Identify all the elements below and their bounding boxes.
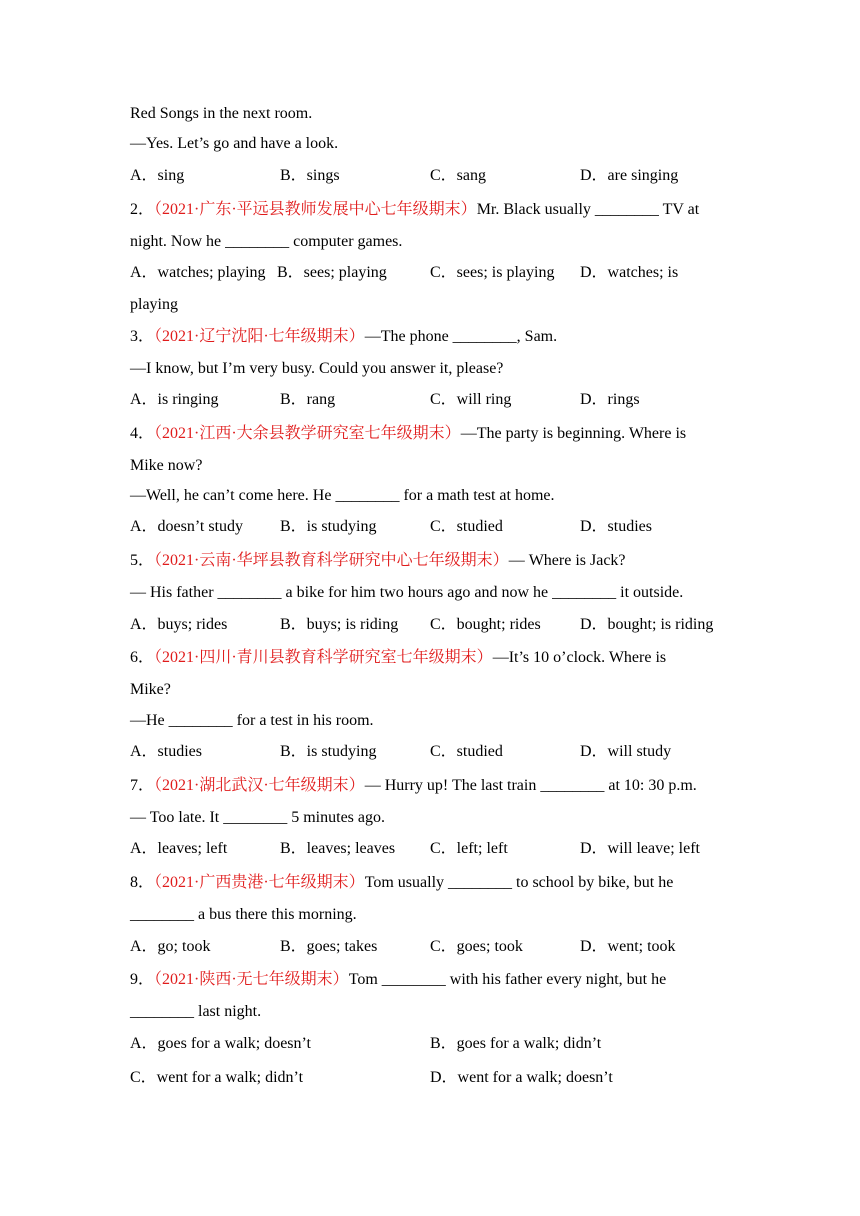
q4-option-c: C．studied — [430, 518, 503, 535]
q2-option-wrap: playing — [130, 296, 178, 313]
q5-source: （2021·云南·华坪县教育科学研究中心七年级期末） — [154, 552, 509, 569]
q5-stem-text: — Where is Jack? — [508, 552, 626, 569]
q4-option-d: D．studies — [580, 518, 653, 535]
q4-source: （2021·江西·大余县教学研究室七年级期末） — [154, 425, 461, 442]
q9-option-d: D．went for a walk; doesn’t — [430, 1069, 613, 1086]
q3-source: （2021·辽宁沈阳·七年级期末） — [154, 328, 365, 345]
q6-option-c: C．studied — [430, 743, 503, 760]
q2-option-d: D．watches; is — [580, 264, 679, 281]
q2-option-c: C．sees; is playing — [430, 264, 555, 281]
q3-stem-line2: —I know, but I’m very busy. Could you answer it, please? — [130, 360, 504, 377]
q6-stem-line2: Mike? — [130, 681, 171, 698]
q1-option-a: A．sing — [130, 167, 185, 184]
q4-stem-line2: Mike now? — [130, 457, 203, 474]
q6-number: 6． — [130, 649, 155, 666]
q8-option-b: B．goes; takes — [280, 938, 378, 955]
q6-option-a: A．studies — [130, 743, 203, 760]
q2-stem-text: Mr. Black usually ________ TV at — [476, 201, 700, 218]
q2-option-b: B．sees; playing — [277, 264, 387, 281]
q6-option-b: B．is studying — [280, 743, 377, 760]
q1-stem-line1: Red Songs in the next room. — [130, 105, 313, 122]
q8-number: 8． — [130, 874, 155, 891]
q2-source: （2021·广东·平远县教师发展中心七年级期末） — [154, 201, 477, 218]
q6-option-d: D．will study — [580, 743, 672, 760]
q1-stem-line2: —Yes. Let’s go and have a look. — [130, 135, 339, 152]
q9-option-b: B．goes for a walk; didn’t — [430, 1035, 602, 1052]
q8-option-d: D．went; took — [580, 938, 676, 955]
q1-option-c: C．sang — [430, 167, 487, 184]
q7-stem-text: — Hurry up! The last train ________ at 10: 30 p.m. — [364, 777, 697, 794]
q9-option-a: A．goes for a walk; doesn’t — [130, 1035, 312, 1052]
q7-stem-line2: — Too late. It ________ 5 minutes ago. — [130, 809, 385, 826]
q7-option-a: A．leaves; left — [130, 840, 228, 857]
q7-number: 7． — [130, 777, 155, 794]
q4-stem-text: —The party is beginning. Where is — [460, 425, 687, 442]
q9-stem-line2: ________ last night. — [130, 1003, 262, 1020]
q6-stem-text: —It’s 10 o’clock. Where is — [492, 649, 667, 666]
q2-option-a: A．watches; playing — [130, 264, 266, 281]
q8-stem-line1 — [130, 873, 673, 893]
q7-option-c: C．left; left — [430, 840, 508, 857]
q3-option-b: B．rang — [280, 391, 336, 408]
q9-number: 9． — [130, 971, 155, 988]
q4-number: 4． — [130, 425, 155, 442]
q8-stem-line2: ________ a bus there this morning. — [130, 906, 357, 923]
q5-option-b: B．buys; is riding — [280, 616, 399, 633]
q7-option-b: B．leaves; leaves — [280, 840, 396, 857]
q3-stem-line1 — [130, 327, 557, 347]
q4-stem-line3: —Well, he can’t come here. He ________ for a math test at home. — [130, 487, 555, 504]
q7-option-d: D．will leave; left — [580, 840, 700, 857]
q3-option-d: D．rings — [580, 391, 640, 408]
q7-stem-line1 — [130, 776, 697, 796]
q3-number: 3． — [130, 328, 155, 345]
q3-option-c: C．will ring — [430, 391, 512, 408]
q2-number: 2． — [130, 201, 155, 218]
q8-source: （2021·广西贵港·七年级期末） — [154, 874, 365, 891]
q3-stem-text: —The phone ________, Sam. — [364, 328, 558, 345]
q8-stem-text: Tom usually ________ to school by bike, but he — [364, 874, 674, 891]
q2-stem-line1 — [130, 200, 699, 220]
q7-source: （2021·湖北武汉·七年级期末） — [154, 777, 365, 794]
q4-option-b: B．is studying — [280, 518, 377, 535]
q6-stem-line1 — [130, 648, 666, 668]
q5-number: 5． — [130, 552, 155, 569]
q9-stem-line1 — [130, 970, 666, 990]
q8-option-a: A．go; took — [130, 938, 211, 955]
q1-option-d: D．are singing — [580, 167, 679, 184]
q4-stem-line1 — [130, 424, 686, 444]
q9-source: （2021·陕西·无七年级期末） — [154, 971, 349, 988]
q6-stem-line3: —He ________ for a test in his room. — [130, 712, 374, 729]
q2-stem-line2: night. Now he ________ computer games. — [130, 233, 403, 250]
q8-option-c: C．goes; took — [430, 938, 523, 955]
q1-option-b: B．sings — [280, 167, 340, 184]
q5-option-c: C．bought; rides — [430, 616, 541, 633]
q4-option-a: A．doesn’t study — [130, 518, 244, 535]
q5-stem-line1 — [130, 551, 626, 571]
q9-stem-text: Tom ________ with his father every night, but he — [348, 971, 667, 988]
q9-option-c: C．went for a walk; didn’t — [130, 1069, 304, 1086]
q3-option-a: A．is ringing — [130, 391, 219, 408]
q5-stem-line2: — His father ________ a bike for him two hours ago and now he ________ it outside. — [130, 584, 684, 601]
q5-option-d: D．bought; is riding — [580, 616, 714, 633]
q5-option-a: A．buys; rides — [130, 616, 228, 633]
q6-source: （2021·四川·青川县教育科学研究室七年级期末） — [154, 649, 493, 666]
